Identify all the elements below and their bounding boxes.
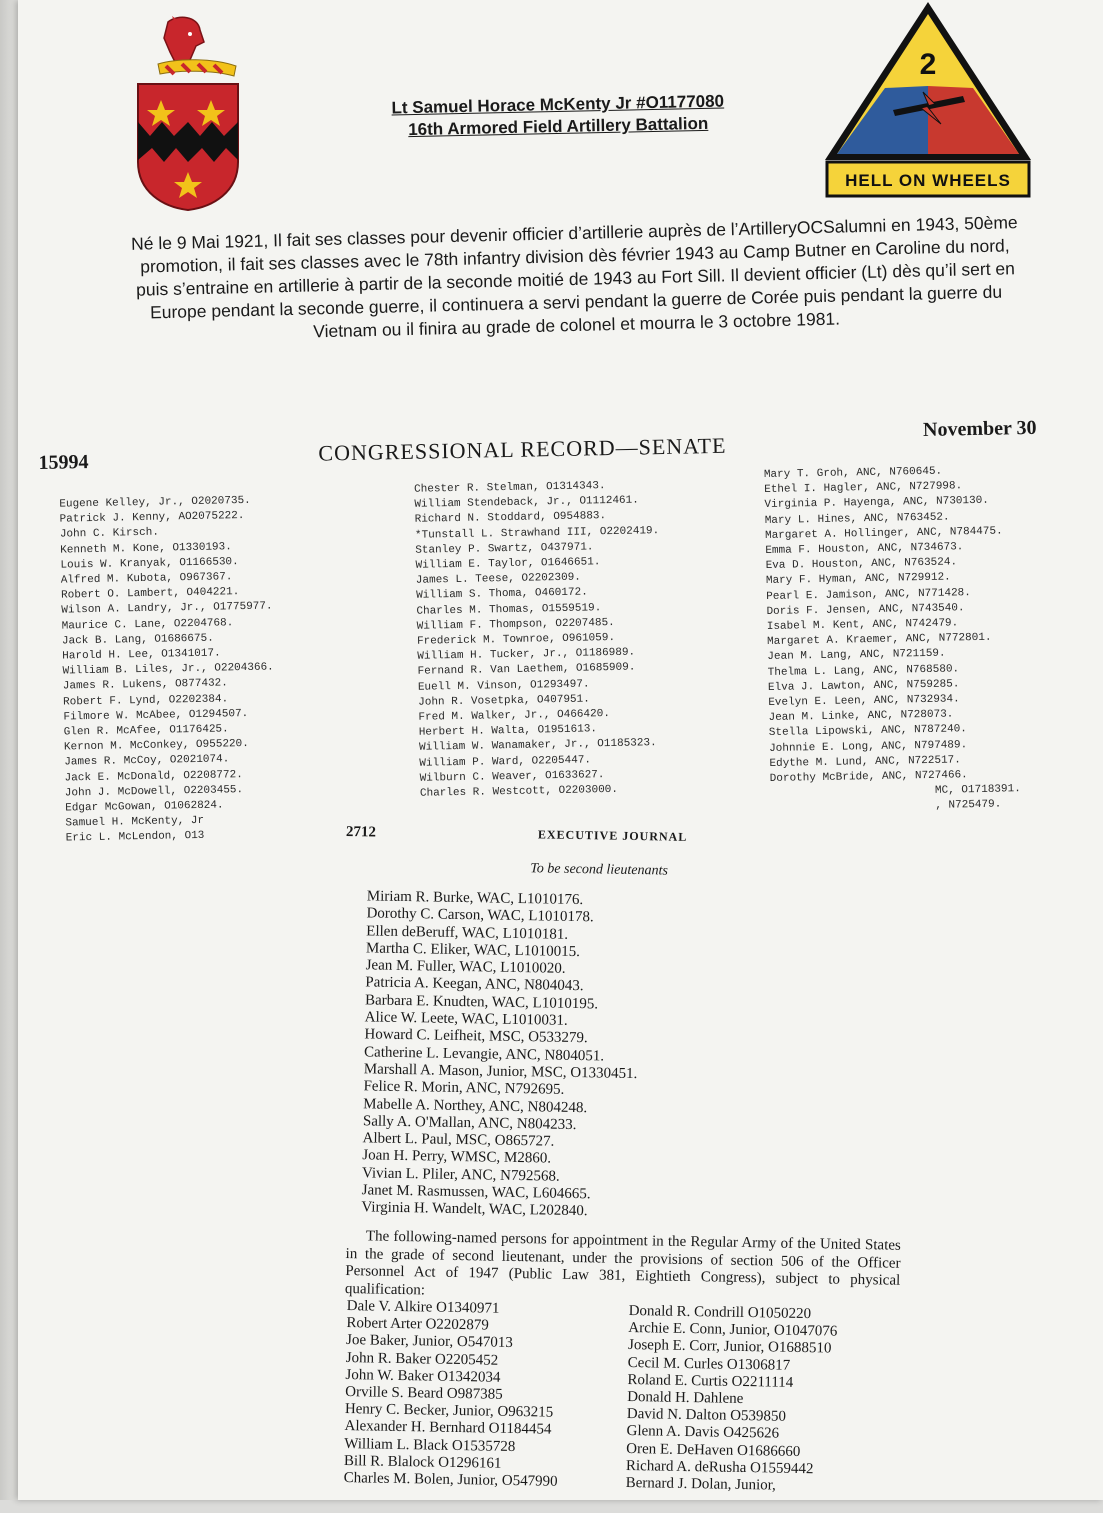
list-item: Richard A. deRusha O1559442 [625,1457,814,1478]
list-item: Thelma L. Lang, ANC, N768580. [767,662,960,679]
list-item: Louis W. Kranyak, O1166530. [60,555,239,572]
list-item: John R. Vosetpka, O407951. [418,693,590,709]
list-item: Kenneth M. Kone, O1330193. [60,540,232,557]
list-item: Charles M. Thomas, O1559519. [416,601,602,618]
list-item: Robert Arter O2202879 [346,1315,489,1334]
journal-paragraph: The following-named persons for appointment in the Regular Army of the United States in the grade of second lieutenant, under the provisions of section 506 of the Officer Personnel Act of 1947 (Public Law 381, Eightieth Congress), subject to physical qualification: [344,1228,901,1298]
document-page [18,0,1103,1500]
list-item: John R. Baker O2205452 [345,1349,499,1369]
list-item: Evelyn E. Leen, ANC, N732934. [768,693,960,710]
list-item: Euell M. Vinson, O1293497. [417,678,590,694]
list-item: Sally A. O'Mallan, ANC, N804233. [362,1113,577,1133]
list-item: Samuel H. McKenty, Jr [65,815,205,830]
patch-motto: HELL ON WHEELS [845,171,1011,190]
list-item: Barbara E. Knudten, WAC, L1010195. [364,992,599,1013]
list-item: Robert F. Lynd, O2202384. [63,693,229,709]
record-page-number: 15994 [38,451,89,474]
list-item: Orville S. Beard O987385 [345,1384,503,1403]
record-date: November 30 [922,416,1037,441]
list-item: William B. Liles, Jr., O2204366. [62,661,274,678]
list-item: , N725479. [935,799,1002,813]
list-item: Glen R. McAfee, O1176425. [63,723,229,739]
list-item: Oren E. DeHaven O1686660 [626,1440,801,1460]
list-item: Jack E. McDonald, O2208772. [64,768,243,785]
list-item: William P. Ward, O2205447. [419,754,592,770]
title-unit: 16th Armored Field Artillery Battalion [408,113,709,140]
list-item: David N. Dalton O539850 [626,1406,787,1425]
list-item: Kernon M. McConkey, O955220. [63,738,249,754]
list-item: Jack B. Lang, O1686675. [61,632,214,648]
list-item: Roland E. Curtis O2211114 [627,1371,794,1391]
list-item: Glenn A. Davis O425626 [626,1423,780,1443]
list-item: Janet M. Rasmussen, WAC, L604665. [361,1182,591,1203]
list-item: Stella Lipowski, ANC, N787240. [768,723,967,740]
list-item: Mary T. Groh, ANC, N760645. [763,465,943,482]
list-item: Margaret A. Hollinger, ANC, N784475. [764,525,1003,542]
list-item: Herbert H. Walta, O1951613. [418,723,598,739]
list-item: James R. McCoy, O2021074. [64,753,230,769]
list-item: William W. Wanamaker, Jr., O1185323. [418,737,657,755]
list-item: Howard C. Leifheit, MSC, O533279. [364,1026,588,1047]
list-item: Marshall A. Mason, Junior, MSC, O1330451. [363,1061,638,1083]
list-item: Wilson A. Landry, Jr., O1775977. [61,600,273,617]
list-item: Robert O. Lambert, O404221. [60,586,240,602]
journal-heading: EXECUTIVE JOURNAL [537,827,688,844]
executive-journal-excerpt [6,0,1103,1513]
list-item: Catherine L. Levangie, ANC, N804051. [363,1043,605,1065]
list-item: Elva J. Lawton, ANC, N759285. [767,678,960,694]
list-item: Emma F. Houston, ANC, N734673. [765,541,964,558]
list-item: Richard N. Stoddard, O954883. [414,510,607,527]
list-item: Dorothy McBride, ANC, N727466. [769,769,968,786]
list-item: Ethel I. Hagler, ANC, N727998. [764,480,963,497]
list-item: Filmore W. McAbee, O1294507. [63,707,249,724]
list-item: Maurice C. Lane, O2204768. [61,616,234,633]
list-item: Fernand R. Van Laethem, O1685909. [417,661,636,679]
list-item: Felice R. Morin, ANC, N792695. [363,1078,565,1099]
list-item: Mary L. Hines, ANC, N763452. [764,511,950,527]
title-name: Lt Samuel Horace McKenty Jr #O1177080 [391,91,725,118]
biography-paragraph: Né le 9 Mai 1921, Il fait ses classes pour devenir officier d’artillerie auprès de l’ArtilleryOCSalumni en 1943, 50ème promotion, il fait ses classes avec le 78th infantry division dès février 1943 au Camp Butner en Caroline du nord, puis s’entraine en artillerie à partir de la seconde moitié de 1943 au Fort Sill. Il devient officier (Lt) dès qu’il sert en Europe pendant la seconde guerre, il continuera a servi pendant la guerre de Corée puis pendant la guerre du Vietnam ou il finira au grade de colonel et mourra le 3 octobre 1981. [130,212,1018,342]
list-item: Joseph E. Corr, Junior, O1688510 [627,1337,832,1357]
list-item: Cecil M. Curles O1306817 [627,1354,791,1374]
list-item: William Stendeback, Jr., O1112461. [414,494,639,511]
list-item: Donald R. Condrill O1050220 [628,1302,812,1323]
list-item: William F. Thompson, O2207485. [416,616,615,633]
list-item: Fred M. Walker, Jr., O466420. [418,708,611,724]
journal-page-number: 2712 [345,823,377,841]
journal-subheading: To be second lieutenants [530,861,668,879]
list-item: MC, O1718391. [934,783,1021,798]
list-item: James R. Lukens, O877432. [62,677,228,693]
list-item: Ellen deBeruff, WAC, L1010181. [366,922,569,943]
list-item: John J. McDowell, O2203455. [64,783,244,800]
list-item: Edythe M. Lund, ANC, N722517. [769,754,961,770]
list-item: Patricia A. Keegan, ANC, N804043. [365,974,584,995]
list-item: John C. Kirsch. [59,527,160,541]
list-item: Miriam R. Burke, WAC, L1010176. [366,888,584,909]
list-item: Mabelle A. Northey, ANC, N804248. [363,1095,588,1116]
list-item: Bernard J. Dolan, Junior, [625,1474,776,1494]
list-item: Donald H. Dahlene [627,1388,744,1408]
list-item: Frederick M. Townroe, O961059. [416,631,616,648]
list-item: Jean M. Linke, ANC, N728073. [768,708,954,725]
patch-number: 2 [919,48,937,81]
list-item: Joan H. Perry, WMSC, M2860. [362,1147,552,1168]
list-item: Dorothy C. Carson, WAC, L1010178. [366,905,594,926]
list-item: Margaret A. Kraemer, ANC, N772801. [766,631,992,649]
list-item: Charles R. Westcott, O2203000. [419,783,619,800]
list-item: Jean M. Lang, ANC, N721159. [767,648,946,664]
list-item: Virginia H. Wandelt, WAC, L202840. [361,1199,588,1220]
list-item: Alice W. Leete, WAC, L1010031. [364,1009,568,1029]
list-item: Eugene Kelley, Jr., O2020735. [59,494,251,511]
journal-right-column [625,1303,837,1496]
list-item: Joe Baker, Junior, O547013 [345,1332,513,1352]
list-item: Albert L. Paul, MSC, O865727. [362,1130,555,1150]
list-item: William H. Tucker, Jr., O1186989. [417,646,636,663]
list-item: Isabel M. Kent, ANC, N742479. [766,617,959,634]
list-item: Alfred M. Kubota, O967367. [60,571,233,587]
list-item: Pearl E. Jamison, ANC, N771428. [766,586,971,603]
list-item: Eva D. Houston, ANC, N763524. [765,556,958,573]
list-item: Dale V. Alkire O1340971 [346,1298,500,1317]
list-item: Martha C. Eliker, WAC, L1010015. [365,940,581,960]
list-item: Alexander H. Bernhard O1184454 [344,1418,552,1439]
list-item: Eric L. McLendon, O13 [65,830,205,845]
list-item: Johnnie E. Long, ANC, N797489. [769,738,968,755]
journal-left-column [344,1298,561,1491]
record-title: CONGRESSIONAL RECORD—SENATE [318,432,727,466]
list-item: Doris F. Jensen, ANC, N743540. [766,602,965,618]
list-item: Virginia P. Hayenga, ANC, N730130. [764,495,989,512]
list-item: William E. Taylor, O1646651. [415,556,601,572]
list-item: Mary F. Hyman, ANC, N729912. [765,571,951,588]
list-item: Charles M. Bolen, Junior, O547990 [343,1470,558,1490]
list-item: Edgar McGowan, O1062824. [65,799,224,815]
list-item: Patrick J. Kenny, AO2075222. [59,510,245,526]
list-item: William S. Thoma, O460172. [416,586,588,603]
list-item: James L. Teese, O2202309. [415,571,581,587]
list-item: John W. Baker O1342034 [345,1366,501,1386]
list-item: Jean M. Fuller, WAC, L1010020. [365,957,566,978]
list-item: Vivian L. Pliler, ANC, N792568. [361,1165,560,1185]
list-item: Henry C. Becker, Junior, O963215 [344,1401,554,1421]
list-item: Wilburn C. Weaver, O1633627. [419,769,605,785]
journal-list [361,888,640,1221]
list-item: Bill R. Blalock O1296161 [343,1452,502,1472]
list-item: Stanley P. Swartz, O437971. [415,541,594,557]
list-item: Harold H. Lee, O1341017. [62,647,221,663]
list-item: Archie E. Conn, Junior, O1047076 [628,1320,838,1340]
list-item: Chester R. Stelman, O1314343. [414,480,606,496]
list-item: *Tunstall L. Strawhand III, O2202419. [414,524,660,542]
list-item: William L. Black O1535728 [344,1435,516,1455]
